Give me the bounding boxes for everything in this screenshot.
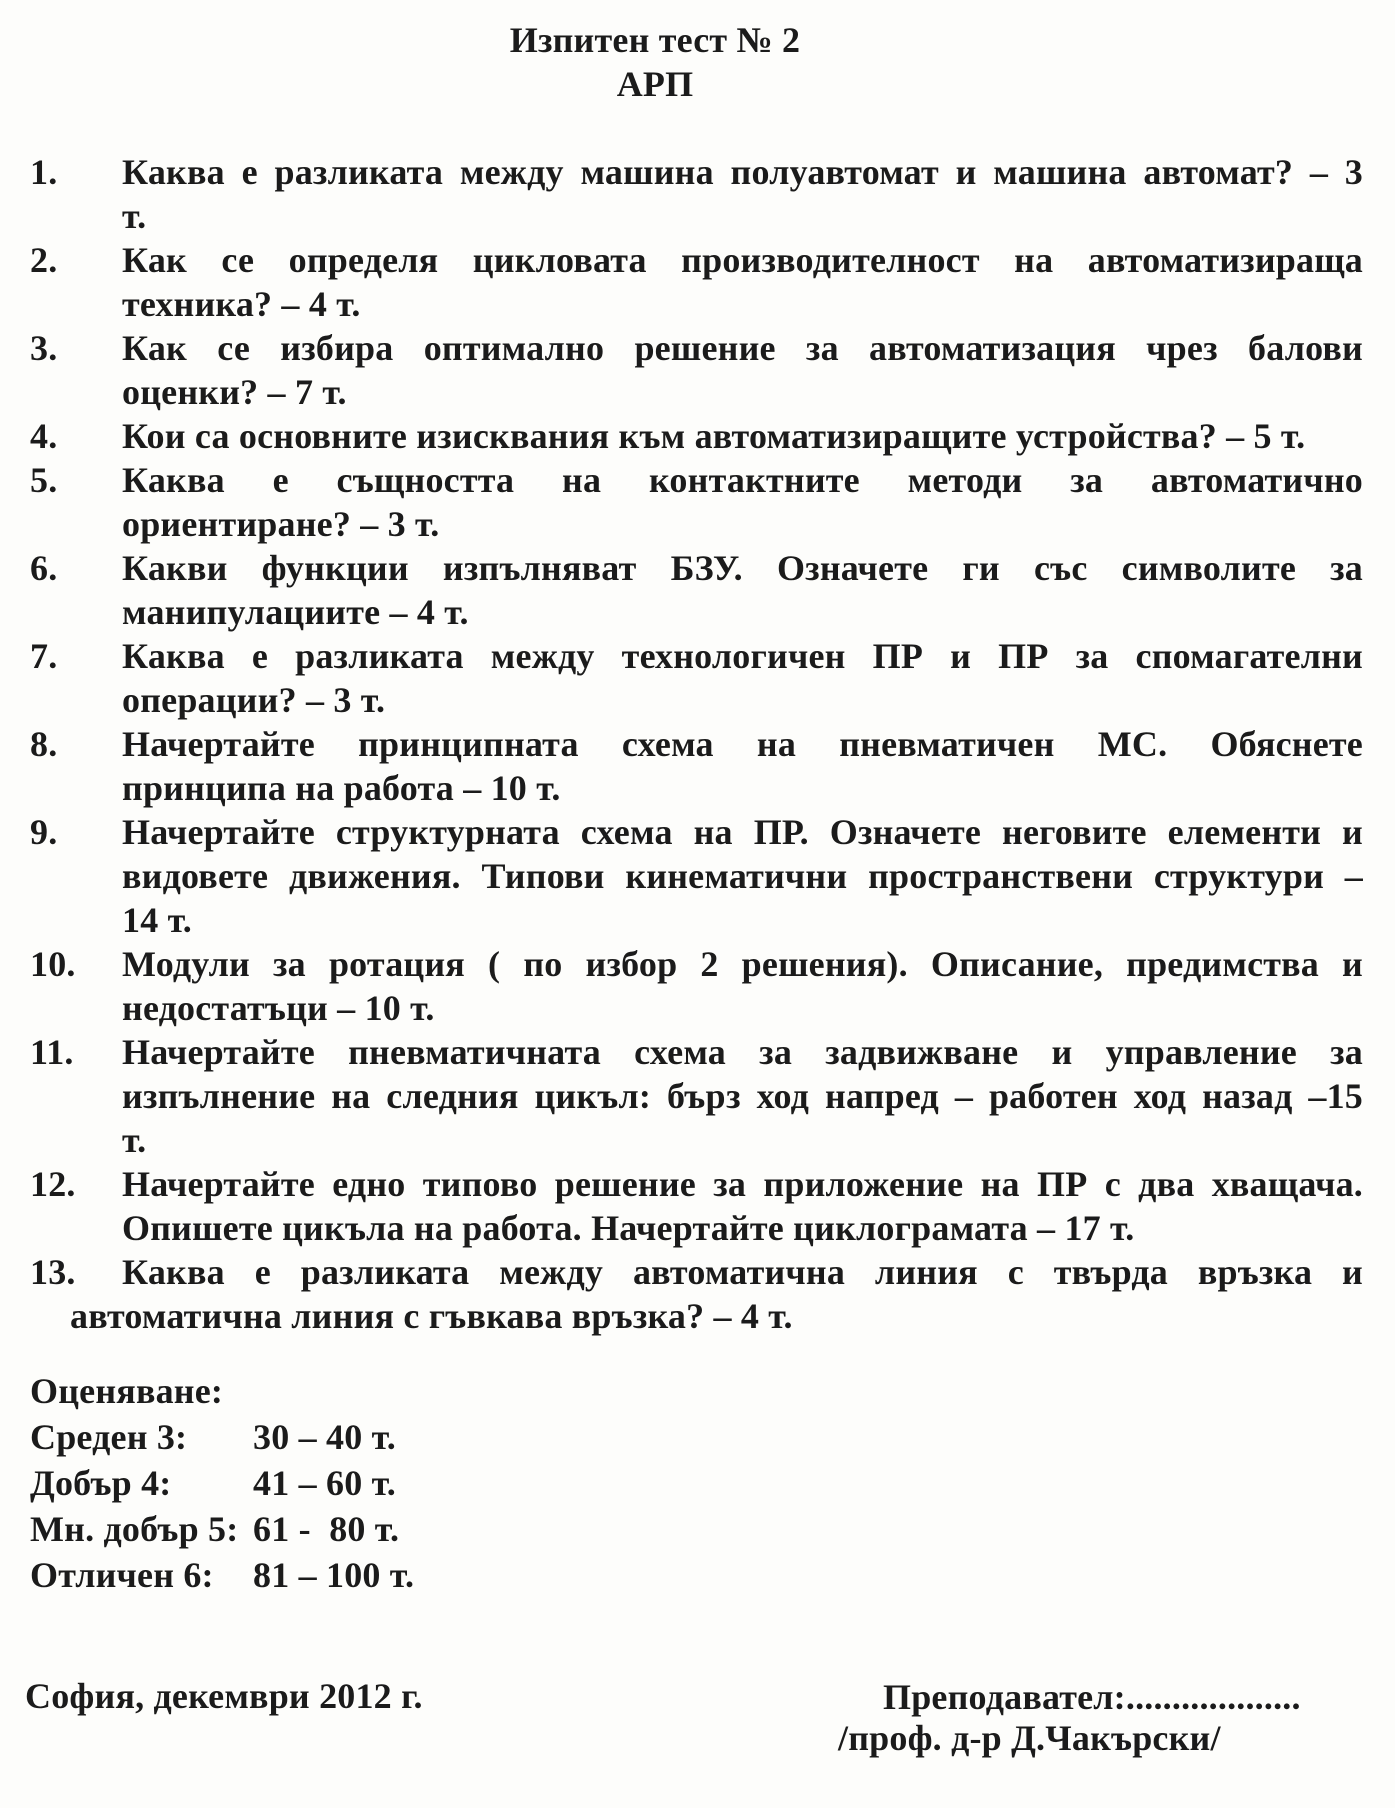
grading-rows [30, 1414, 1363, 1598]
question-text: Начертайте едно типово решение за приложение на ПР с два хващача. Опишете цикъла на работа. Начертайте циклограмата – 17 т. [122, 1164, 1363, 1248]
question-item [30, 238, 1363, 326]
question-number: 11. [30, 1032, 74, 1072]
grade-range: 61 - 80 т. [253, 1509, 400, 1549]
question-item [30, 722, 1363, 810]
grading-section [30, 1368, 1363, 1598]
question-text: Какви функции изпълняват БЗУ. Означете ги със символите за манипулациите – 4 т. [122, 548, 1363, 632]
question-number: 4. [30, 416, 58, 456]
question-item [30, 458, 1363, 546]
question-number: 1. [30, 152, 58, 192]
question-item [30, 414, 1363, 458]
question-item [30, 1030, 1363, 1162]
place-date: София, декември 2012 г. [25, 1676, 423, 1716]
question-number: 7. [30, 636, 58, 676]
question-item [30, 326, 1363, 414]
grade-range: 30 – 40 т. [253, 1417, 396, 1457]
grade-range: 81 – 100 т. [253, 1555, 415, 1595]
grading-heading: Оценяване: [30, 1371, 224, 1411]
question-list [30, 150, 1363, 1338]
question-item [30, 1162, 1363, 1250]
question-number: 6. [30, 548, 58, 588]
grade-row [30, 1414, 1363, 1460]
question-number: 10. [30, 944, 76, 984]
question-item [30, 1250, 1363, 1338]
grade-label: Среден 3: [30, 1417, 188, 1457]
question-number: 5. [30, 460, 58, 500]
question-text: Каква е същността на контактните методи за автоматично ориентиране? – 3 т. [122, 460, 1363, 544]
question-text: Как се определя цикловата производителност на автоматизираща техника? – 4 т. [122, 240, 1363, 324]
question-item [30, 810, 1363, 942]
grade-label: Добър 4: [30, 1463, 172, 1503]
question-number: 2. [30, 240, 58, 280]
question-item [30, 546, 1363, 634]
grade-row [30, 1460, 1363, 1506]
exam-title: Изпитен тест № 2 [509, 20, 801, 60]
grade-label: Отличен 6: [30, 1555, 214, 1595]
question-number: 12. [30, 1164, 76, 1204]
teacher-name: /проф. д-р Д.Чакърски/ [838, 1718, 1221, 1758]
exam-subject: АРП [616, 64, 694, 104]
question-number: 8. [30, 724, 58, 764]
question-number: 13. [30, 1252, 76, 1292]
question-text: Как се избира оптимално решение за автоматизация чрез балови оценки? – 7 т. [122, 328, 1363, 412]
question-item [30, 634, 1363, 722]
question-text: Кои са основните изисквания към автоматизиращите устройства? – 5 т. [122, 416, 1306, 456]
question-text: Начертайте структурната схема на ПР. Означете неговите елементи и видовете движения. Типови кинематични пространствени структури – 14 т. [122, 812, 1363, 940]
question-text: Начертайте принципната схема на пневматичен МС. Обяснете принципа на работа – 10 т. [122, 724, 1363, 808]
question-text: Каква е разликата между машина полуавтомат и машина автомат? – 3 т. [122, 152, 1363, 236]
grade-label: Мн. добър 5: [30, 1509, 239, 1549]
question-number: 3. [30, 328, 58, 368]
grade-row [30, 1552, 1363, 1598]
question-item [30, 150, 1363, 238]
question-text: Начертайте пневматичната схема за задвижване и управление за изпълнение на следния цикъл: бърз ход напред – работен ход назад –15 т. [122, 1032, 1363, 1160]
question-number: 9. [30, 812, 58, 852]
document-header [0, 18, 1310, 106]
grade-row [30, 1506, 1363, 1552]
question-text: Каква е разликата между технологичен ПР и ПР за спомагателни операции? – 3 т. [122, 636, 1363, 720]
teacher-signature-line: Преподавател:................... [883, 1677, 1301, 1717]
grade-range: 41 – 60 т. [253, 1463, 396, 1503]
question-text: Каква е разликата между автоматична линия с твърда връзка и автоматична линия с гъвкава връзка? – 4 т. [70, 1252, 1363, 1336]
question-text: Модули за ротация ( по избор 2 решения). Описание, предимства и недостатъци – 10 т. [122, 944, 1363, 1028]
question-item [30, 942, 1363, 1030]
